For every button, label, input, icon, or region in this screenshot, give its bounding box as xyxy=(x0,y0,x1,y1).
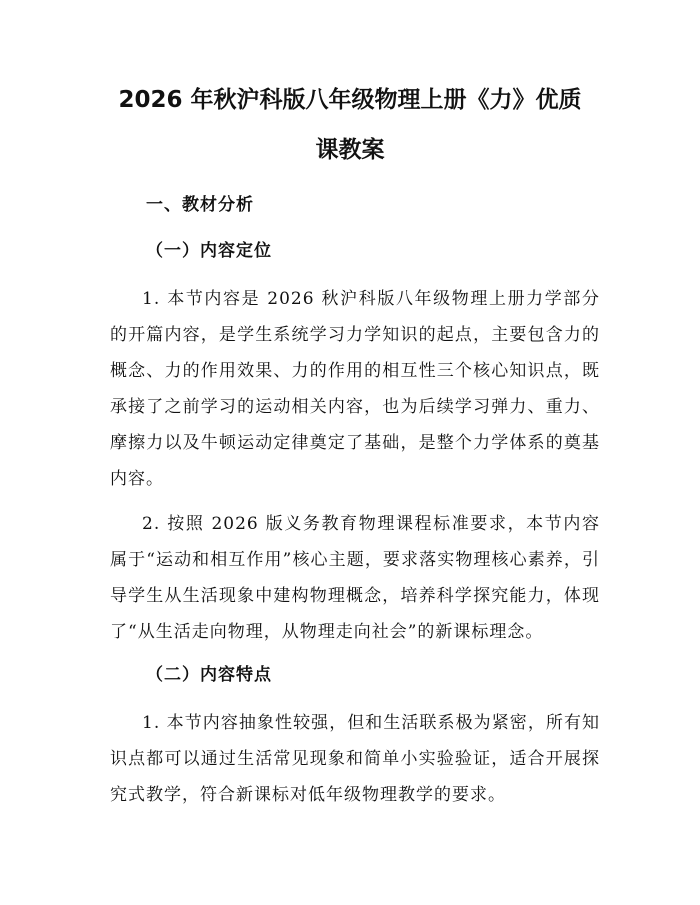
section-heading-textbook-analysis: 一、教材分析 xyxy=(146,195,254,215)
paragraph-positioning-2: 2. 按照 2026 版义务教育物理课程标准要求，本节内容属于“运动和相互作用”核心主题，要求落实物理核心素养，引导学生从生活现象中建构物理概念，培养科学探究能力，体现了“从生活走向物理，从物理走向社会”的新课标理念。 xyxy=(110,514,600,642)
subsection-heading-content-positioning: （一）内容定位 xyxy=(146,241,272,261)
document-title-line-1: 2026 年秋沪科版八年级物理上册《力》优质 xyxy=(118,87,582,113)
paragraph-positioning-1: 1. 本节内容是 2026 秋沪科版八年级物理上册力学部分的开篇内容，是学生系统学习力学知识的起点，主要包含力的概念、力的作用效果、力的作用的相互性三个核心知识点，既承接了之前学习的运动相关内容，也为后续学习弹力、重力、摩擦力以及牛顿运动定律奠定了基础，是整个力学体系的奠基内容。 xyxy=(110,289,600,489)
subsection-heading-content-features: （二）内容特点 xyxy=(146,665,272,685)
document-title-line-2: 课教案 xyxy=(315,137,385,163)
paragraph-features-1: 1. 本节内容抽象性较强，但和生活联系极为紧密，所有知识点都可以通过生活常见现象和简单小实验验证，适合开展探究式教学，符合新课标对低年级物理教学的要求。 xyxy=(110,713,600,805)
